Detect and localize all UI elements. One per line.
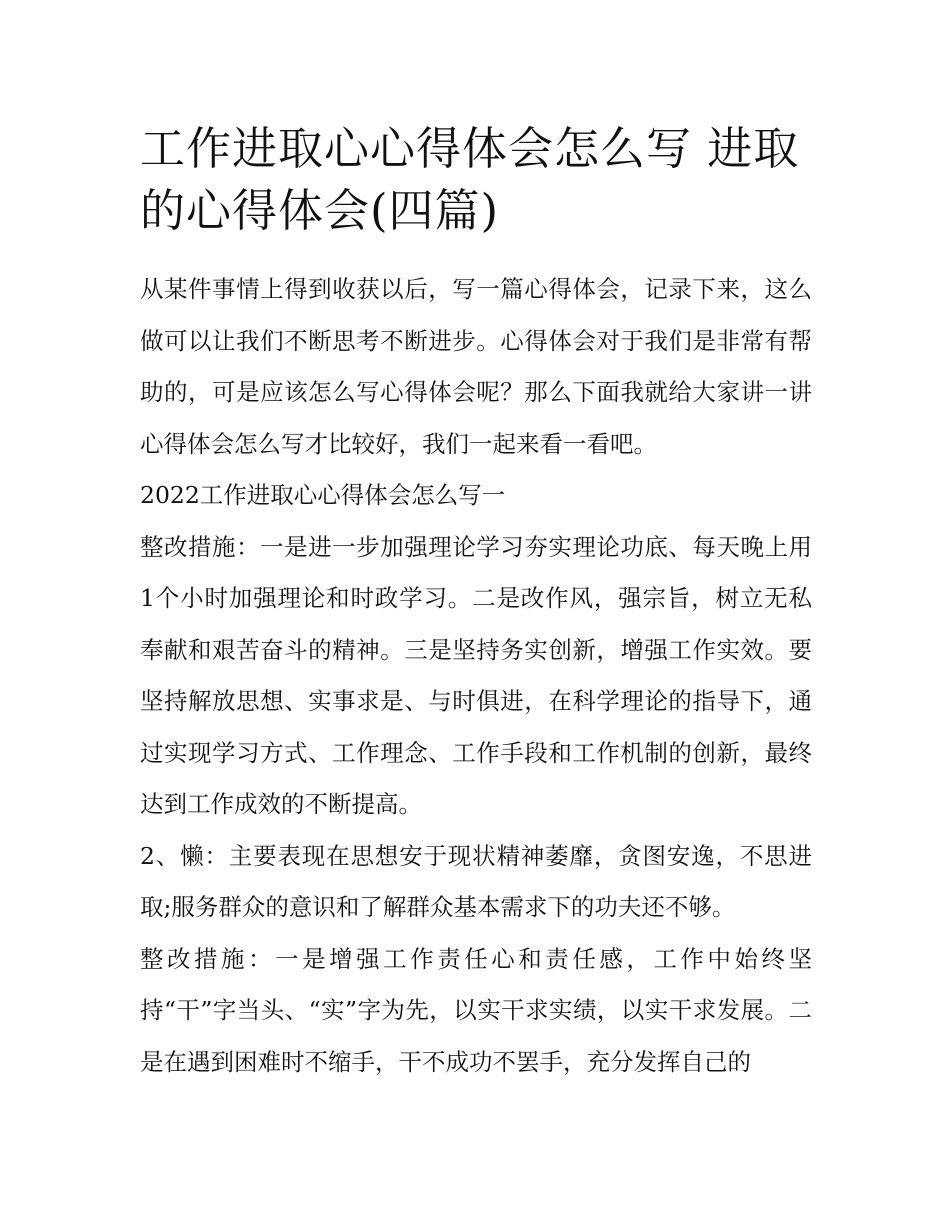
intro-paragraph: 从某件事情上得到收获以后，写一篇心得体会，记录下来，这么做可以让我们不断思考不断进步。心得体会对于我们是非常有帮助的，可是应该怎么写心得体会呢？那么下面我就给大家讲一讲心得体会怎么写才比较好，我们一起来看一看吧。 xyxy=(140,275,812,458)
body-paragraph: 整改措施：一是增强工作责任心和责任感，工作中始终坚持“干”字当头、“实”字为先，以实干求实绩，以实干求发展。二是在遇到困难时不缩手，干不成功不罢手，充分发挥自己的 xyxy=(140,944,812,1076)
document-title: 工作进取心心得体会怎么写 进取的心得体会(四篇) xyxy=(140,122,800,237)
body-paragraph: 2、懒：主要表现在思想安于现状精神萎靡，贪图安逸，不思进取;服务群众的意识和了解群众基本需求下的功夫还不够。 xyxy=(140,841,812,921)
document-body xyxy=(140,264,812,1088)
body-paragraph: 整改措施：一是进一步加强理论学习夯实理论功底、每天晚上用1个小时加强理论和时政学习。二是改作风，强宗旨，树立无私奉献和艰苦奋斗的精神。三是坚持务实创新，增强工作实效。要坚持解放思想、实事求是、与时俱进，在科学理论的指导下，通过实现学习方式、工作理念、工作手段和工作机制的创新，最终达到工作成效的不断提高。 xyxy=(140,532,812,818)
section-heading: 2022工作进取心心得体会怎么写一 xyxy=(140,481,506,509)
document-page xyxy=(140,118,812,1088)
